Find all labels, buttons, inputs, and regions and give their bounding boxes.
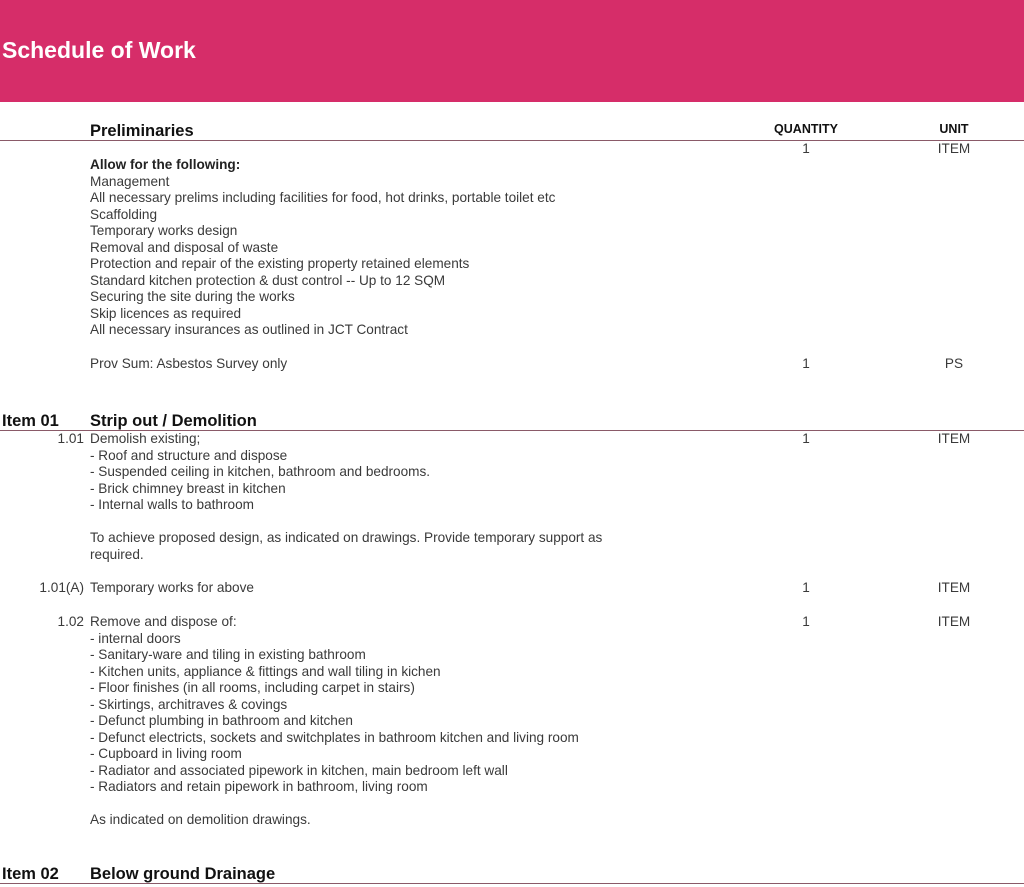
- row-description: [90, 614, 579, 829]
- description-line: - Sanitary-ware and tiling in existing bathroom: [90, 647, 366, 662]
- row-description: Temporary works for above: [90, 580, 254, 595]
- description-line: - Radiator and associated pipework in kitchen, main bedroom left wall: [90, 762, 508, 778]
- quantity-cell: 1: [802, 580, 810, 595]
- preliminaries-line: Scaffolding: [90, 206, 158, 222]
- preliminaries-line: Securing the site during the works: [90, 289, 295, 304]
- description-line: - Suspended ceiling in kitchen, bathroom and bedrooms.: [90, 464, 431, 479]
- description-line: - internal doors: [90, 630, 181, 646]
- preliminaries-line: All necessary prelims including facilities for food, hot drinks, portable toilet etc: [90, 190, 556, 205]
- description-line: - Floor finishes (in all rooms, including carpet in stairs): [90, 680, 415, 695]
- header-banner: [0, 0, 1024, 102]
- row-number: 1.01(A): [39, 580, 84, 595]
- section-heading-preliminaries: Preliminaries: [90, 122, 194, 140]
- description-line: - Internal walls to bathroom: [90, 497, 254, 512]
- description-line: - Kitchen units, appliance & fittings and wall tiling in kichen: [90, 663, 441, 679]
- quantity-cell: 1: [802, 356, 810, 371]
- item-label: Item 01: [2, 412, 59, 430]
- page-title: Schedule of Work: [2, 37, 196, 63]
- preliminaries-line: Standard kitchen protection & dust control -- Up to 12 SQM: [90, 272, 446, 288]
- description-line: - Radiators and retain pipework in bathroom, living room: [90, 779, 428, 794]
- quantity-cell: 1: [802, 431, 810, 446]
- row-number: 1.02: [57, 614, 84, 629]
- item-label: Item 02: [2, 865, 59, 883]
- quantity-cell: 1: [802, 614, 810, 629]
- column-header-unit: UNIT: [939, 122, 969, 136]
- row-description: [90, 431, 602, 563]
- section-heading-below-ground-drainage: Below ground Drainage: [90, 865, 276, 883]
- row-number: 1.01: [57, 431, 84, 446]
- description-line: As indicated on demolition drawings.: [90, 812, 311, 827]
- section-heading-strip-out: Strip out / Demolition: [90, 412, 257, 430]
- unit-cell: ITEM: [937, 580, 971, 595]
- unit-cell: PS: [944, 356, 964, 371]
- description-line: required.: [90, 546, 144, 562]
- description-line: Remove and dispose of:: [90, 614, 237, 629]
- unit-cell: ITEM: [937, 141, 971, 156]
- unit-cell: ITEM: [937, 614, 971, 629]
- description-line: - Roof and structure and dispose: [90, 447, 288, 463]
- preliminaries-line: Protection and repair of the existing property retained elements: [90, 256, 470, 271]
- description-line: [90, 514, 602, 531]
- preliminaries-description: [90, 157, 555, 339]
- prov-sum-description: Prov Sum: Asbestos Survey only: [90, 356, 288, 371]
- description-line: - Defunct plumbing in bathroom and kitchen: [90, 713, 353, 728]
- column-header-quantity: QUANTITY: [774, 122, 838, 136]
- preliminaries-line: Removal and disposal of waste: [90, 239, 279, 255]
- description-line: - Brick chimney breast in kitchen: [90, 480, 286, 496]
- description-line: Demolish existing;: [90, 431, 201, 446]
- preliminaries-line: All necessary insurances as outlined in JCT Contract: [90, 322, 408, 337]
- preliminaries-line: Management: [90, 173, 170, 189]
- preliminaries-line: Skip licences as required: [90, 305, 242, 321]
- preliminaries-intro: Allow for the following:: [90, 157, 241, 172]
- quantity-cell: 1: [802, 141, 810, 156]
- unit-cell: ITEM: [937, 431, 971, 446]
- description-line: - Skirtings, architraves & covings: [90, 696, 288, 712]
- divider: [0, 883, 1024, 884]
- description-line: To achieve proposed design, as indicated on drawings. Provide temporary support as: [90, 530, 603, 545]
- description-line: - Cupboard in living room: [90, 746, 242, 761]
- preliminaries-line: Temporary works design: [90, 223, 238, 238]
- description-line: [90, 796, 579, 813]
- description-line: - Defunct electricts, sockets and switchplates in bathroom kitchen and living room: [90, 729, 579, 745]
- divider: [0, 140, 1024, 141]
